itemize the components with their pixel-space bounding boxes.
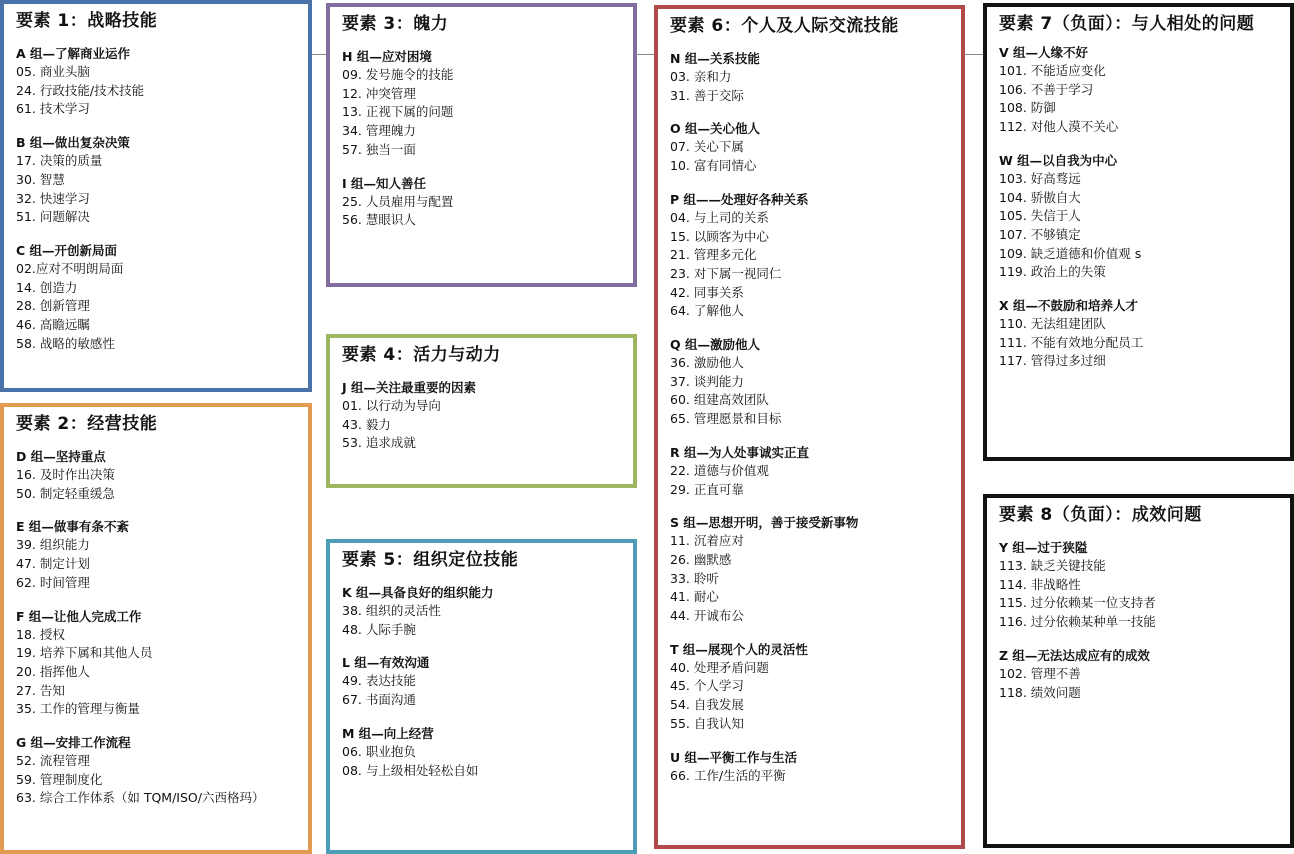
competency-item: 56. 慧眼识人 — [342, 212, 416, 228]
competency-item: 111. 不能有效地分配员工 — [999, 334, 1144, 350]
competency-item: 10. 富有同情心 — [670, 158, 757, 174]
competency-item: 119. 政治上的失策 — [999, 264, 1106, 280]
competency-item: 58. 战略的敏感性 — [16, 335, 115, 351]
group — [670, 49, 951, 105]
group-title: A 组—了解商业运作 — [16, 46, 131, 61]
group-title: T 组—展现个人的灵活性 — [670, 641, 808, 657]
competency-item: 60. 组建高效团队 — [670, 392, 769, 408]
competency-item: 64. 了解他人 — [670, 303, 744, 319]
competency-item: 47. 制定计划 — [16, 556, 90, 572]
competency-item: 113. 缺乏关键技能 — [999, 558, 1106, 573]
group — [670, 335, 951, 429]
competency-item: 08. 与上级相处轻松自如 — [342, 762, 479, 778]
competency-item: 51. 问题解决 — [16, 209, 90, 225]
element-6-box — [654, 5, 965, 849]
competency-item: 101. 不能适应变化 — [999, 63, 1106, 78]
group-title: I 组—知人善任 — [342, 175, 427, 191]
group-title: F 组—让他人完成工作 — [16, 608, 142, 624]
competency-item: 34. 管理魄力 — [342, 123, 416, 139]
competency-item: 09. 发号施令的技能 — [342, 67, 454, 82]
group-title: N 组—关系技能 — [670, 51, 760, 66]
competency-item: 115. 过分依赖某一位支持者 — [999, 595, 1156, 611]
group-title: V 组—人缘不好 — [999, 45, 1089, 60]
element-2-title: 要素 2：经营技能 — [16, 414, 158, 434]
group-title: Z 组—无法达成应有的成效 — [999, 647, 1150, 663]
element-8-title: 要素 8（负面）：成效问题 — [999, 505, 1202, 525]
competency-item: 61. 技术学习 — [16, 101, 90, 117]
competency-item: 11. 沉着应对 — [670, 533, 744, 549]
group — [342, 724, 623, 780]
competency-item: 27. 告知 — [16, 682, 65, 698]
group-title: Q 组—激励他人 — [670, 337, 760, 353]
group — [670, 190, 951, 321]
group — [16, 447, 298, 503]
competency-item: 23. 对下属一视同仁 — [670, 265, 782, 281]
group-title: W 组—以自我为中心 — [999, 152, 1118, 168]
group-title: X 组—不鼓励和培养人才 — [999, 298, 1138, 314]
competency-item: 22. 道德与价值观 — [670, 462, 769, 478]
group-title: O 组—关心他人 — [670, 121, 760, 137]
connector-1-3 — [312, 54, 326, 55]
competency-item: 14. 创造力 — [16, 279, 78, 295]
competency-item: 62. 时间管理 — [16, 574, 90, 590]
competency-item: 33. 聆听 — [670, 570, 719, 586]
group — [670, 119, 951, 175]
element-4-title: 要素 4：活力与动力 — [342, 345, 501, 365]
competency-item: 25. 人员雇用与配置 — [342, 193, 454, 209]
group — [999, 151, 1280, 282]
group — [16, 733, 298, 808]
competency-item: 32. 快速学习 — [16, 190, 90, 206]
competency-item: 38. 组织的灵活性 — [342, 603, 441, 618]
group — [999, 43, 1280, 137]
element-5-box — [326, 539, 637, 854]
competency-item: 102. 管理不善 — [999, 665, 1081, 681]
element-7-box — [983, 3, 1294, 461]
group — [670, 748, 951, 786]
competency-item: 108. 防御 — [999, 100, 1056, 116]
competency-item: 26. 幽默感 — [670, 551, 732, 567]
group — [999, 646, 1280, 702]
competency-item: 57. 独当一面 — [342, 141, 416, 157]
competency-item: 106. 不善于学习 — [999, 81, 1094, 97]
competency-item: 29. 正直可靠 — [670, 481, 744, 497]
competency-item: 39. 组织能力 — [16, 537, 90, 553]
element-7-title: 要素 7（负面）：与人相处的问题 — [999, 14, 1255, 34]
competency-item: 13. 正视下属的问题 — [342, 104, 454, 120]
competency-item: 36. 激励他人 — [670, 355, 744, 371]
group — [16, 607, 298, 720]
competency-item: 118. 绩效问题 — [999, 684, 1081, 700]
competency-item: 06. 职业抱负 — [342, 743, 416, 759]
competency-item: 31. 善于交际 — [670, 87, 744, 103]
competency-item: 17. 决策的质量 — [16, 153, 103, 169]
group — [999, 538, 1280, 632]
competency-item: 112. 对他人漠不关心 — [999, 119, 1119, 135]
group-title: G 组—安排工作流程 — [16, 735, 131, 751]
competency-item: 46. 高瞻远瞩 — [16, 317, 90, 333]
competency-item: 54. 自我发展 — [670, 697, 744, 713]
element-3-title: 要素 3：魄力 — [342, 14, 449, 34]
group-title: K 组—具备良好的组织能力 — [342, 585, 494, 600]
competency-item: 42. 同事关系 — [670, 284, 744, 300]
group — [670, 443, 951, 499]
competency-item: 12. 冲突管理 — [342, 85, 416, 101]
competency-item: 21. 管理多元化 — [670, 247, 757, 263]
competency-item: 114. 非战略性 — [999, 576, 1081, 592]
element-4-box — [326, 334, 637, 488]
competency-item: 24. 行政技能/技术技能 — [16, 82, 145, 98]
group-title: P 组——处理好各种关系 — [670, 191, 809, 207]
competency-item: 49. 表达技能 — [342, 673, 416, 689]
group — [999, 296, 1280, 371]
competency-item: 30. 智慧 — [16, 171, 65, 187]
competency-item: 19. 培养下属和其他人员 — [16, 645, 153, 661]
connector-3-6 — [637, 54, 654, 55]
competency-item: 107. 不够镇定 — [999, 226, 1081, 242]
competency-item: 59. 管理制度化 — [16, 771, 103, 787]
group — [342, 174, 623, 230]
group — [342, 583, 623, 639]
competency-item: 110. 无法组建团队 — [999, 316, 1106, 332]
connector-6-7 — [965, 54, 983, 55]
element-1-box — [0, 0, 312, 392]
group — [342, 653, 623, 709]
competency-item: 67. 书面沟通 — [342, 692, 416, 708]
group-title: D 组—坚持重点 — [16, 449, 106, 464]
competency-item: 01. 以行动为导向 — [342, 398, 441, 413]
group-title: B 组—做出复杂决策 — [16, 135, 130, 151]
competency-item: 20. 指挥他人 — [16, 663, 90, 679]
group-title: Y 组—过于狭隘 — [999, 540, 1088, 555]
group — [16, 241, 298, 354]
competency-item: 03. 亲和力 — [670, 69, 732, 84]
element-6-title: 要素 6：个人及人际交流技能 — [670, 16, 899, 36]
group-title: L 组—有效沟通 — [342, 655, 430, 671]
group — [342, 47, 623, 160]
group-title: C 组—开创新局面 — [16, 242, 118, 258]
group — [342, 378, 623, 453]
competency-item: 116. 过分依赖某种单一技能 — [999, 614, 1156, 630]
group — [16, 133, 298, 227]
element-8-box — [983, 494, 1294, 848]
group-title: M 组—向上经营 — [342, 725, 434, 741]
competency-item: 105. 失信于人 — [999, 208, 1081, 224]
element-3-box — [326, 3, 637, 287]
group-title: H 组—应对困境 — [342, 49, 432, 64]
competency-item: 45. 个人学习 — [670, 678, 744, 694]
competency-item: 104. 骄傲自大 — [999, 189, 1081, 205]
competency-item: 15. 以顾客为中心 — [670, 228, 769, 244]
group — [16, 44, 298, 119]
group — [670, 640, 951, 734]
competency-item: 65. 管理愿景和目标 — [670, 411, 782, 427]
competency-item: 44. 开诚布公 — [670, 608, 744, 624]
group — [16, 517, 298, 592]
element-5-title: 要素 5：组织定位技能 — [342, 550, 519, 570]
competency-item: 41. 耐心 — [670, 589, 719, 605]
competency-item: 109. 缺乏道德和价值观 s — [999, 245, 1142, 261]
group-title: U 组—平衡工作与生活 — [670, 749, 798, 765]
competency-item: 40. 处理矛盾问题 — [670, 659, 769, 675]
competency-item: 16. 及时作出决策 — [16, 467, 115, 482]
element-1-title: 要素 1：战略技能 — [16, 11, 158, 31]
competency-item: 02.应对不明朗局面 — [16, 260, 124, 276]
competency-item: 28. 创新管理 — [16, 298, 90, 314]
competency-item: 66. 工作/生活的平衡 — [670, 767, 786, 783]
competency-item: 117. 管得过多过细 — [999, 353, 1106, 369]
group-title: E 组—做事有条不紊 — [16, 519, 129, 535]
competency-item: 04. 与上司的关系 — [670, 209, 769, 225]
competency-item: 50. 制定轻重缓急 — [16, 485, 115, 501]
competency-item: 53. 追求成就 — [342, 435, 416, 451]
competency-item: 05. 商业头脑 — [16, 64, 90, 79]
group-title: R 组—为人处事诚实正直 — [670, 444, 809, 460]
competency-item: 103. 好高骛远 — [999, 170, 1081, 186]
competency-item: 48. 人际手腕 — [342, 621, 416, 637]
competency-item: 35. 工作的管理与衡量 — [16, 701, 140, 717]
group-title: J 组—关注最重要的因素 — [342, 380, 477, 395]
competency-item: 37. 谈判能力 — [670, 373, 744, 389]
competency-item: 55. 自我认知 — [670, 715, 744, 731]
element-2-box — [0, 403, 312, 854]
group-title: S 组—思想开明，善于接受新事物 — [670, 515, 859, 531]
competency-item: 43. 毅力 — [342, 416, 391, 432]
competency-item: 07. 关心下属 — [670, 139, 744, 155]
competency-item: 18. 授权 — [16, 626, 65, 642]
competency-item: 52. 流程管理 — [16, 753, 90, 769]
group — [670, 513, 951, 626]
competency-item: 63. 综合工作体系（如 TQM/ISO/六西格玛） — [16, 790, 265, 806]
